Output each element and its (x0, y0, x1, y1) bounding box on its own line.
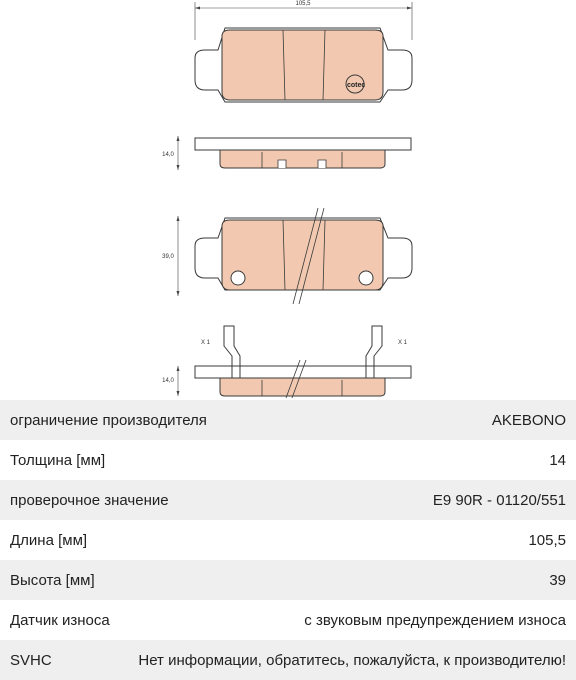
spec-label: Длина [мм] (10, 531, 88, 549)
spec-label: Датчик износа (10, 611, 110, 629)
specs-table (0, 400, 576, 680)
spec-row-wear-sensor (0, 600, 576, 640)
spec-row-height (0, 560, 576, 600)
spec-value: 105,5 (528, 531, 566, 549)
svg-text:cotec: cotec (347, 82, 366, 89)
spec-value: 14 (549, 451, 566, 469)
spec-label: SVHC (10, 651, 52, 669)
spec-label: ограничение производителя (10, 411, 207, 429)
spec-value: AKEBONO (491, 411, 566, 429)
pad-side-view-top (162, 136, 411, 170)
spec-row-length (0, 520, 576, 560)
spec-value: E9 90R - 01120/551 (432, 491, 566, 509)
spec-value: Нет информации, обратитесь, пожалуйста, к производителю! (138, 651, 566, 669)
clip-count-right: X 1 (398, 340, 408, 346)
length-dimension-label: 105,5 (295, 1, 311, 7)
clip-count-left: X 1 (201, 340, 211, 346)
spec-label: проверочное значение (10, 491, 169, 509)
pad-top-view (195, 28, 412, 102)
height-dimension-label: 39,0 (162, 254, 174, 260)
spec-row-test-mark (0, 480, 576, 520)
spec-value: 39 (549, 571, 566, 589)
spec-row-thickness (0, 440, 576, 480)
pad-back-view (162, 208, 412, 304)
spec-label: Толщина [мм] (10, 451, 106, 469)
spec-value: с звуковым предупреждением износа (304, 611, 566, 629)
thickness-dimension-bottom-label: 14,0 (162, 378, 174, 384)
pad-side-view-clips (162, 326, 411, 398)
thickness-dimension-top-label: 14,0 (162, 152, 174, 158)
spec-row-svhc (0, 640, 576, 680)
spec-row-manufacturer-restriction (0, 400, 576, 440)
spec-label: Высота [мм] (10, 571, 95, 589)
